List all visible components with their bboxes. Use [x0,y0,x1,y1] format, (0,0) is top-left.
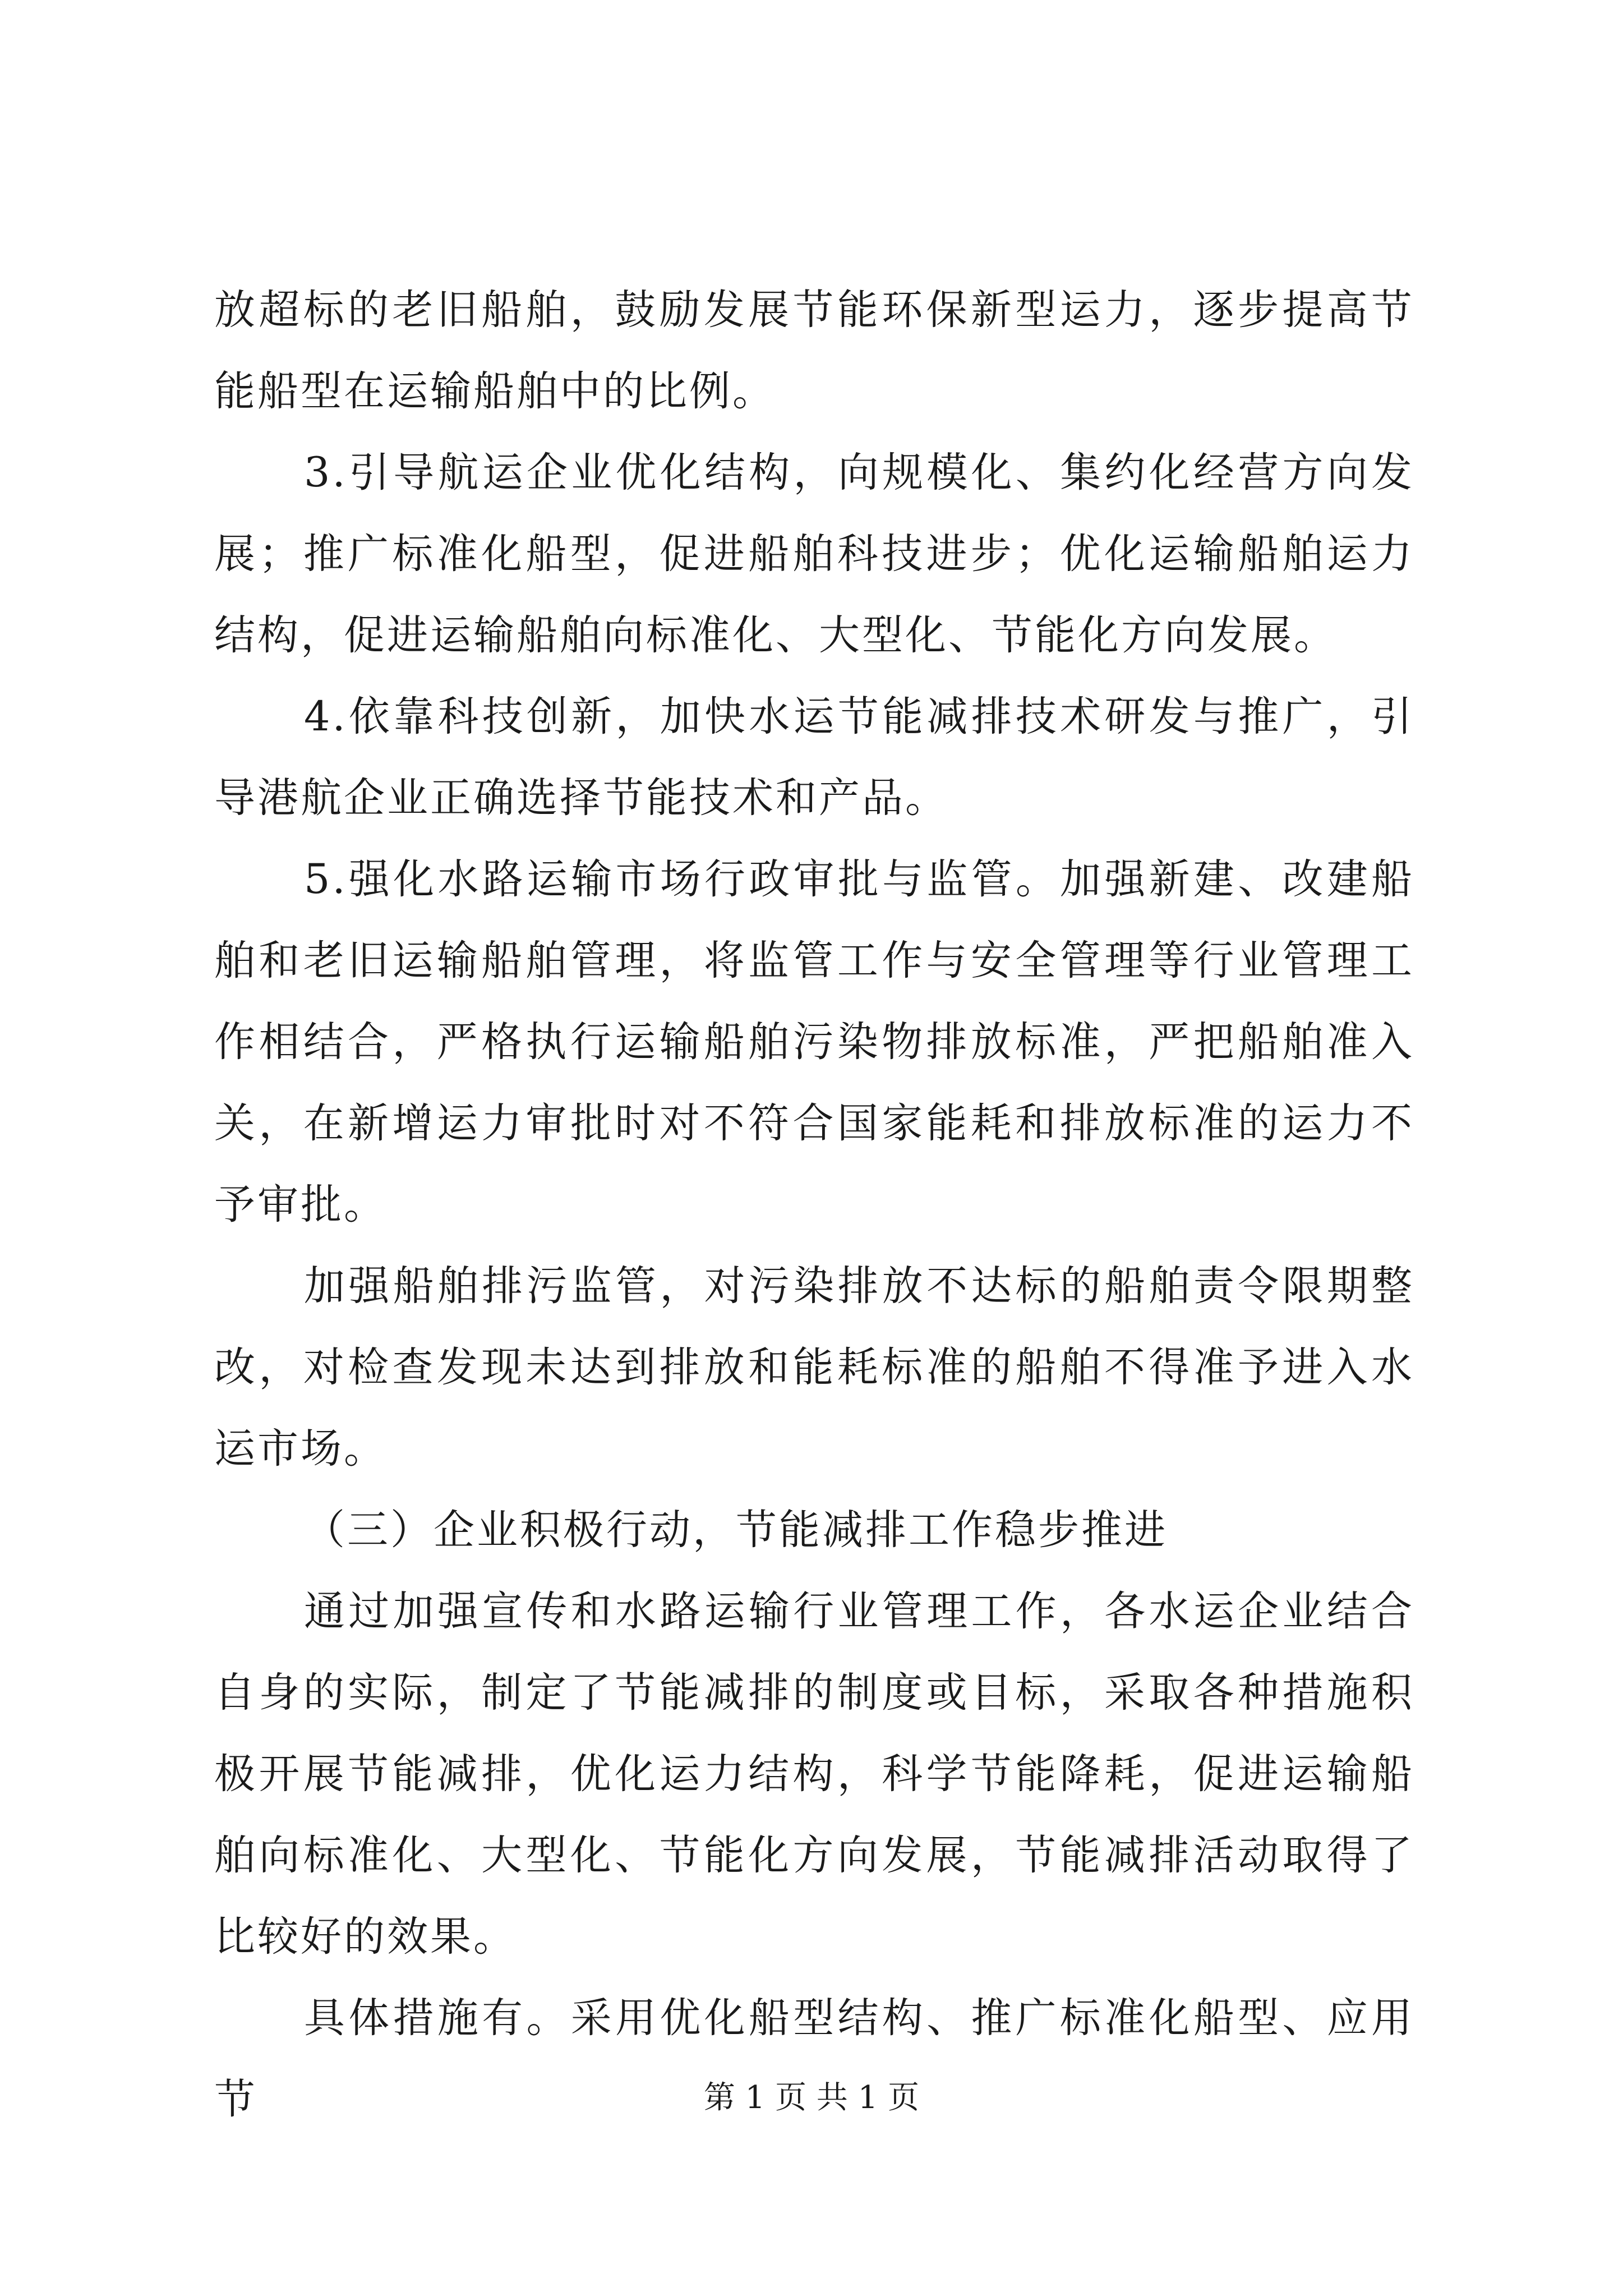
list-item-4: 4.依靠科技创新，加快水运节能减排技术研发与推广，引导港航企业正确选择节能技术和产品。 [214,693,1414,822]
paragraph-enterprise-actions: 通过加强宣传和水路运输行业管理工作，各水运企业结合自身的实际，制定了节能减排的制度或目标，采取各种措施积极开展节能减排，优化运力结构，科学节能降耗，促进运输船舶向标准化、大型化、节能化方向发展，节能减排活动取得了比较好的效果。 [214,1588,1414,1961]
paragraph-specific-measures: 具体措施有。采用优化船型结构、推广标准化船型、应用节 [214,1994,1414,2123]
paragraph-pollution-supervision: 加强船舶排污监管，对污染排放不达标的船舶责令限期整改，对检查发现未达到排放和能耗标准的船舶不得准予进入水运市场。 [214,1262,1414,1473]
page-number-footer: 第 1 页 共 1 页 [703,2079,920,2116]
document-body [214,269,1414,2140]
list-item-3: 3.引导航运企业优化结构，向规模化、集约化经营方向发展；推广标准化船型，促进船舶科技进步；优化运输船舶运力结构，促进运输船舶向标准化、大型化、节能化方向发展。 [214,449,1414,659]
list-item-5: 5.强化水路运输市场行政审批与监管。加强新建、改建船舶和老旧运输船舶管理，将监管工作与安全管理等行业管理工作相结合，严格执行运输船舶污染物排放标准，严把船舶准入关，在新增运力审批时对不符合国家能耗和排放标准的运力不予审批。 [214,855,1414,1228]
paragraph-continuation: 放超标的老旧船舶，鼓励发展节能环保新型运力，逐步提高节能船型在运输船舶中的比例。 [214,286,1414,415]
section-heading: （三）企业积极行动，节能减排工作稳步推进 [304,1506,1168,1554]
